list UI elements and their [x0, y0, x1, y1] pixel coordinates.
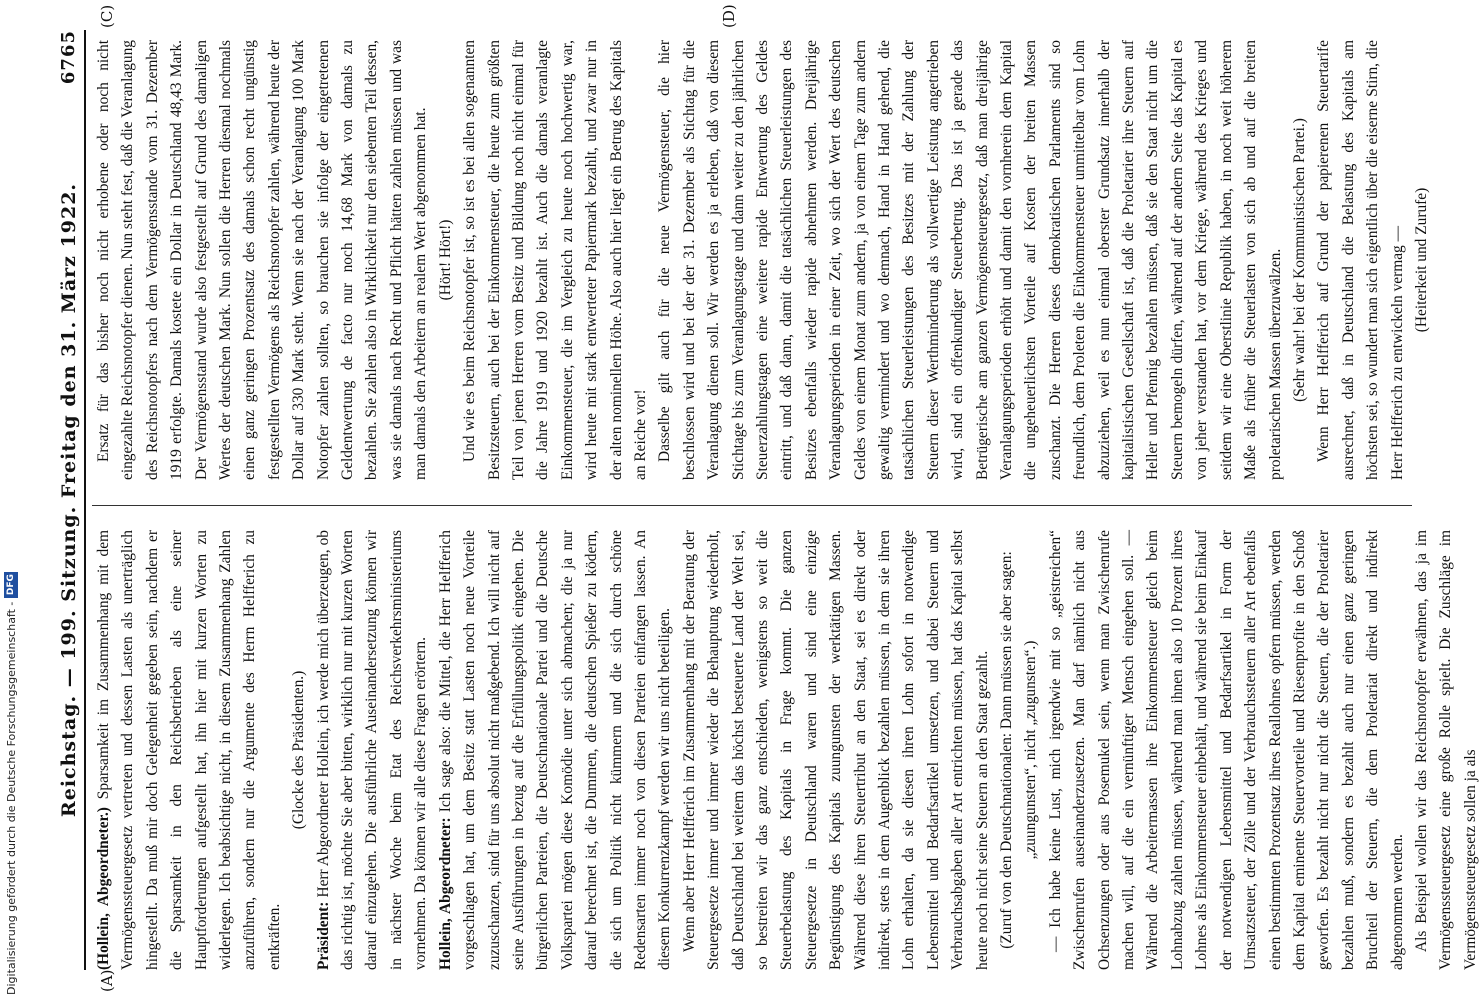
paragraph-text: Sparsamkeit im Zusammenhang mit dem Vermögenssteuergesetz vertreten und dessen Lasten als unerträglich hingestellt. Da muß mir doch Gelegenheit gegeben sein, nachdem er die Sparsamkeit in den Reichsbetrieben als eine seiner Hauptforderungen aufgestellt hat, ihn hier mit kurzen Worten zu widerlegen. Ich beabsichtige nicht, in diesem Zusammenhang Zahlen anzuführen, sondern nur die Argumente des Herrn Helfferich zu entkräften. [95, 530, 283, 970]
paragraph [1044, 530, 1410, 970]
interjection: (Zuruf von den Deutschnationalen: Dann müssen sie aber sagen: „zuungunsten“, nicht „zugunsten“.) [998, 551, 1040, 949]
paragraph [678, 530, 995, 970]
margin-marker-c: (C) [98, 4, 116, 28]
paragraph [653, 40, 1288, 480]
interjection: (Glocke des Präsidenten.) [290, 670, 308, 830]
paragraph-text: Dasselbe gilt auch für die neue Vermögensteuer, die hier beschlossen wird und bei der der 31. Dezember als Stichtag für die Veranlagung dienen soll. Wir werden es ja erleben, daß von diesem Stichtage bis zum Veranlagungstage und dann weiter zu den jährlichen Steuerzahlungstagen eine weitere rapide Entwertung des Geldes eintritt, und daß dann, damit die tatsächlichen Steuerleistungen des Besitzes ebenfalls wieder rapide abnehmen werden. Dreijährige Veranlagungsperioden in einer Zeit, wo sich der Wert des deutschen Geldes von einem Monat zum andern, ja von einem Tage zum andern gewaltig vermindert und wo demnach, Hand in Hand gehend, die tatsächlichen Steuerleistungen des Besitzes mit der Zahlung der Steuern dieser Werthminderung als vollwertige Leistung angetrieben wird, sind ein offenkundiger Steuerbetrug. Das ist ja gerade das Betrügerische am ganzen Vermögensteuergesetz, daß man dreijährige Veranlagungsperioden erhöht und damit den vornherein dem Kapital die ungeheuerlichsten Vorteile auf Kosten der breiten Massen zuschanzt. Die Herren dieses demokratischen Parlaments sind so freundlich, dem Proleten die Einkommensteuer unmittelbar vom Lohn abzuziehen, weil es nun einmal oberster Grundsatz innerhalb der kapitalistischen Gesellschaft ist, daß die Proletarier ihre Steuern auf Heller und Pfennig bezahlen müssen, daß sie den Staat nicht um die Steuern bemogeln dürfen, während auf der andern Seite das Kapital es von jeher verstanden hat, vor dem Kriege, während des Krieges und seitdem wir eine Oberstlinie Republik haben, in noch weit höherem Maße als früher die Steuerlasten von sich ab und auf die breiten proletarischen Massen überzuwälzen. [656, 40, 1284, 480]
interjection: (Sehr wahr! bei der Kommunistischen Partei.) [1290, 118, 1308, 402]
paragraph-text: Als Beispiel wollen wir das Reichsnotopfer erwähnen, das ja im Vermögenssteuergesetz eine große Rolle spielt. Die Zuschläge im Vermögenssteuergesetz sollen ja als [1412, 530, 1479, 970]
interjection: (Heiterkeit und Zurufe) [1412, 187, 1430, 333]
paragraph-text: Wenn Herr Helfferich auf Grund der papierenen Steuertarife ausrechnet, daß in Deutschland die Belastung des Kapitals am höchsten sei, so wundert man sich eigentlich über die eiserne Stirn, die Herr Helfferich zu entwickeln vermag — [1315, 40, 1406, 480]
header-rule [84, 30, 86, 970]
interjection: (Hört! Hört!) [436, 219, 454, 301]
speaker-name: (Hollein, Abgeordneter.) [95, 807, 112, 970]
paragraph-text: Herr Abgeordneter Hollein, ich werde mich überzeugen, ob das richtig ist, möchte Sie aber bitten, wirklich nur mit kurzen Worten darauf einzugehen. Die ausführliche Auseinandersetzung können wir in nächster Woche beim Etat des Reichsverkehrsministeriums vornehmen. Da können wir alle diese Fragen erörtern. [314, 530, 430, 970]
paragraph [458, 40, 653, 480]
margin-marker-a: (A) [98, 969, 116, 992]
paragraph [92, 530, 287, 970]
paragraph-text: Ersatz für das bisher noch nicht erhobene oder noch nicht eingezahlte Reichsnotopfer dienen. Nun steht fest, daß die Veranlagung des Reichsnotopfers nach dem Vermögensstande vom 31. Dezember 1919 erfolgte. Damals kostete ein Dollar in Deutschland 48,43 Mark. Der Vermögensstand wurde also festgestellt auf Grund des damaligen Wertes der deutschen Mark. Nun sollen die Herren diesmal nochmals einen ganz geringen Prozentsatz des damals schon recht ungünstig festgestellten Vermögens als Reichsnotopfer zahlen, während heute der Dollar auf 330 Mark steht. Wenn sie nach der Veranlagung 100 Mark Notopfer zahlen sollten, so brauchen sie infolge der eingetretenen Geldentwertung de facto nur noch 14,68 Mark von damals zu bezahlen. Sie zahlen also in Wirklichkeit nur den siebenten Teil dessen, was sie damals nach Recht und Pflicht hätten zahlen müssen und was man damals den Arbeitern an realem Wert abgenommen hat. [95, 40, 430, 480]
page-number: 6765 [58, 30, 79, 85]
page-title: Reichstag. — 199. Sitzung. Freitag den 31. März 1922. [58, 182, 80, 818]
paragraph [92, 40, 434, 480]
paragraph-text: Ich sage also: die Mittel, die Herr Helfferich vorgeschlagen hat, um dem Besitz statt Lasten noch neue Vorteile zuzuschanzen, sind für uns absolut nicht maßgebend. Ich will nicht auf seine Ausführungen in bezug auf die Erfüllungspolitik eingehen. Die bürgerlichen Parteien, die Deutschnationale Partei und die Deutsche Volkspartei mögen diese Komödie unter sich abmachen; die ja nur darauf berechnet ist, die Dummen, die deutschen Spießer zu ködern, die sich um Politik nicht kümmern und die sich durch schöne Redensarten immer noch von diesen Parteien einfangen lassen. An diesem Konkurrenzkampf werden wir uns nicht beteiligen. [436, 530, 674, 970]
paragraph [1410, 530, 1483, 970]
dfg-logo: DFG [4, 572, 18, 598]
paragraph-text: Wenn aber Herr Helfferich im Zusammenhang mit der Beratung der Steuergesetze immer und immer wieder die Behauptung wiederholt, daß Deutschland bei weitem das höchst besteuerte Land der Welt sei, so bestreiten wir das ganz entschieden, wenigstens so weit die Steuerbelastung des Kapitals in Frage kommt. Die ganzen Steuergesetze in Deutschland waren und sind eine einzige Begünstigung des Kapitals zuungunsten der werktätigen Massen. Während diese ihren Steuertribut an den Staat, sei es direkt oder indirekt, stets in dem Augenblick bezahlen müssen, in dem sie ihren Lohn erhalten, da sie diesen ihren Lohn sofort in notwendige Lebensmittel und Bedarfsartikel umsetzen, und dabei Steuern und Verbrauchsabgaben aller Art entrichten müssen, hat das Kapital selbst heute noch nicht seine Steuern an den Staat gezahlt. [680, 530, 991, 970]
paragraph [434, 530, 678, 970]
speaker-name: Präsident: [314, 901, 332, 970]
paragraph [1312, 40, 1410, 480]
digitization-credit [4, 572, 18, 995]
left-column [92, 530, 1479, 970]
paragraph-text: — Ich habe keine Lust, mich irgendwie mit so „geistreichen“ Zwischenrufen auseinanderzusetzen. Man darf nämlich nicht aus Ochsenzungen oder aus Posemukel sein, wenn man Zwischenrufe machen will, auf die ein vernünftiger Mensch eingehen soll. — Während die Arbeitermassen ihre Einkommensteuer gleich beim Lohnabzug zahlen müssen, während man ihnen also 10 Prozent ihres Lohnes als Einkommensteuer einbehält, und während sie beim Einkauf der notwendigen Lebensmittel und Bedarfsartikel in Form der Umsatzsteuer, der Zölle und der Verbrauchssteuern aller Art ebenfalls einen bestimmten Prozentsatz ihres Reallohnes opfern müssen, werden dem Kapital eminente Steuervorteile und Riesenprofite in den Schoß geworfen. Es bezahlt nicht nur nicht die Steuern, die der Proletarier bezahlen muß, sondern es bezahlt auch nur einen ganz geringen Bruchteil der Steuern, die dem Proletariat direkt und indirekt abgenommen werden. [1046, 530, 1406, 970]
speaker-name: Hollein, Abgeordneter: [436, 817, 454, 970]
page-header [48, 30, 88, 970]
paragraph [312, 530, 434, 970]
paragraph-text: Und wie es beim Reichsnotopfer ist, so ist es bei allen sogenannten Besitzsteuern, auch bei der Einkommensteuer, die heute zum größten Teil von jenen Herren vom Besitz und Bildung noch nicht einmal für die Jahre 1919 und 1920 bezahlt ist. Auch die damals veranlagte Einkommensteuer, die im Vergleich zu heute noch hochwertig war, wird heute mit stark entwerteter Papiermark bezahlt, und zwar nur in der alten nominellen Höhe. Also auch hier liegt ein Betrug des Kapitals an Reiche vor! [461, 40, 649, 480]
column-divider [92, 505, 1412, 506]
credit-text: Digitalisierung gefördert durch die Deutsche Forschungsgemeinschaft - [4, 601, 18, 995]
margin-marker-d: (D) [720, 4, 738, 28]
right-column [92, 40, 1430, 480]
